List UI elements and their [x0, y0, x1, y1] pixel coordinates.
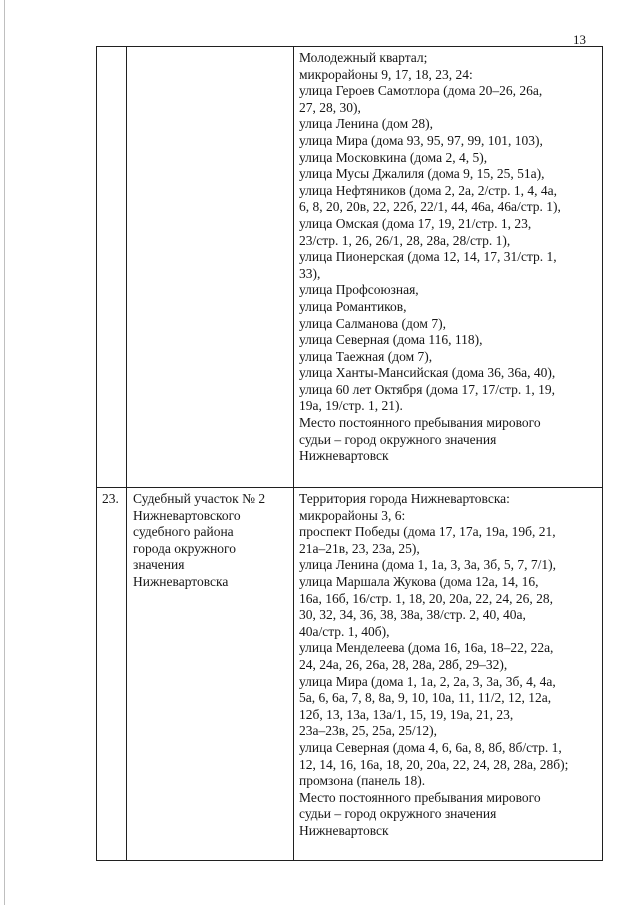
territory-line: улица Нефтяников (дома 2, 2а, 2/стр. 1, 4, 4а,	[299, 182, 557, 198]
territory-line: улица Омская (дома 17, 19, 21/стр. 1, 23,	[299, 215, 532, 231]
territory-line: микрорайоны 3, 6:	[299, 507, 406, 523]
territory-line: улица Ленина (дом 28),	[299, 116, 433, 132]
territory-line: Место постоянного пребывания мирового	[299, 415, 541, 431]
district-name-line: города окружного	[133, 540, 237, 556]
territory-description	[294, 488, 602, 844]
table-row	[97, 488, 603, 861]
territory-line: улица Северная (дома 4, 6, 6а, 8, 8б, 8б/стр. 1,	[299, 739, 562, 755]
territory-line: улица Профсоюзная,	[299, 282, 419, 298]
territory-line: 5а, 6, 6а, 7, 8, 8а, 9, 10, 10а, 11, 11/2, 12, 12а,	[299, 690, 552, 706]
territory-line: улица Мира (дома 1, 1а, 2, 2а, 3, 3а, 3б, 4, 4а,	[299, 673, 556, 689]
territory-description	[294, 47, 602, 470]
district-name-line: значения	[133, 557, 185, 573]
territory-line: 30, 32, 34, 36, 38, 38а, 38/стр. 2, 40, 40а,	[299, 607, 526, 623]
territory-line: улица 60 лет Октября (дома 17, 17/стр. 1, 19,	[299, 381, 555, 397]
territory-cell	[294, 488, 603, 861]
territory-line: улица Ленина (дома 1, 1а, 3, 3а, 3б, 5, 7, 7/1),	[299, 557, 556, 573]
row-number: 23.	[102, 491, 119, 506]
territory-line: судьи – город окружного значения	[299, 806, 497, 822]
district-name-line: Нижневартовска	[133, 573, 229, 589]
territory-line: улица Маршала Жукова (дома 12а, 14, 16,	[299, 573, 539, 589]
district-name	[127, 488, 293, 591]
row-number	[97, 47, 126, 50]
territory-line: улица Пионерская (дома 12, 14, 17, 31/стр. 1,	[299, 249, 557, 265]
district-name-line: судебного района	[133, 524, 234, 540]
territory-line: 33),	[299, 265, 321, 281]
territory-line: 6, 8, 20, 20в, 22, 22б, 22/1, 44, 46а, 46а/стр. 1),	[299, 199, 561, 215]
territory-line: улица Мусы Джалиля (дома 9, 15, 25, 51а),	[299, 166, 545, 182]
territory-line: 23/стр. 1, 26, 26/1, 28, 28а, 28/стр. 1),	[299, 232, 511, 248]
page-number: 13	[573, 32, 586, 47]
district-name-line: Нижневартовского	[133, 507, 241, 523]
territory-line: 16а, 16б, 16/стр. 1, 18, 20, 20а, 22, 24, 26, 28,	[299, 590, 554, 606]
territory-cell	[294, 47, 603, 488]
territory-line: улица Мира (дома 93, 95, 97, 99, 101, 103),	[299, 132, 543, 148]
territory-line: Молодежный квартал;	[299, 50, 428, 65]
territory-line: улица Менделеева (дома 16, 16а, 18–22, 22а,	[299, 640, 554, 656]
district-name-cell	[127, 47, 294, 488]
territory-line: улица Таежная (дом 7),	[299, 348, 433, 364]
territory-line: улица Северная (дома 116, 118),	[299, 332, 483, 348]
territory-line: Место постоянного пребывания мирового	[299, 789, 541, 805]
territory-line: 23а–23в, 25, 25а, 25/12),	[299, 723, 437, 739]
district-name-cell	[127, 488, 294, 861]
territory-line: Нижневартовск	[299, 822, 389, 838]
territory-line: Территория города Нижневартовска:	[299, 491, 510, 506]
territory-line: 24, 24а, 26, 26а, 28, 28а, 28б, 29–32),	[299, 656, 508, 672]
territory-line: Нижневартовск	[299, 448, 389, 464]
district-name	[127, 47, 293, 50]
territory-line: улица Романтиков,	[299, 298, 407, 314]
districts-table	[96, 46, 603, 861]
territory-line: улица Московкина (дома 2, 4, 5),	[299, 149, 488, 165]
territory-line: проспект Победы (дома 17, 17а, 19а, 19б, 21,	[299, 524, 556, 540]
territory-line: 40а/стр. 1, 40б),	[299, 623, 390, 639]
territory-line: промзона (панель 18).	[299, 773, 426, 789]
territory-line: 12, 14, 16, 16а, 18, 20, 20а, 22, 24, 28, 28а, 28б);	[299, 756, 569, 772]
territory-line: судьи – город окружного значения	[299, 431, 497, 447]
territory-line: 12б, 13, 13а, 13а/1, 15, 19, 19а, 21, 23,	[299, 706, 514, 722]
territory-line: улица Ханты-Мансийская (дома 36, 36а, 40),	[299, 365, 556, 381]
territory-line: 27, 28, 30),	[299, 99, 361, 115]
territory-line: микрорайоны 9, 17, 18, 23, 24:	[299, 66, 473, 82]
table-row	[97, 47, 603, 488]
territory-line: улица Героев Самотлора (дома 20–26, 26а,	[299, 83, 543, 99]
territory-line: 21а–21в, 23, 23а, 25),	[299, 540, 420, 556]
scan-edge-line	[4, 0, 5, 905]
district-name-line: Судебный участок № 2	[133, 491, 266, 506]
territory-line: 19а, 19/стр. 1, 21).	[299, 398, 403, 414]
territory-line: улица Салманова (дом 7),	[299, 315, 446, 331]
row-number-cell	[97, 488, 127, 861]
row-number-cell	[97, 47, 127, 488]
